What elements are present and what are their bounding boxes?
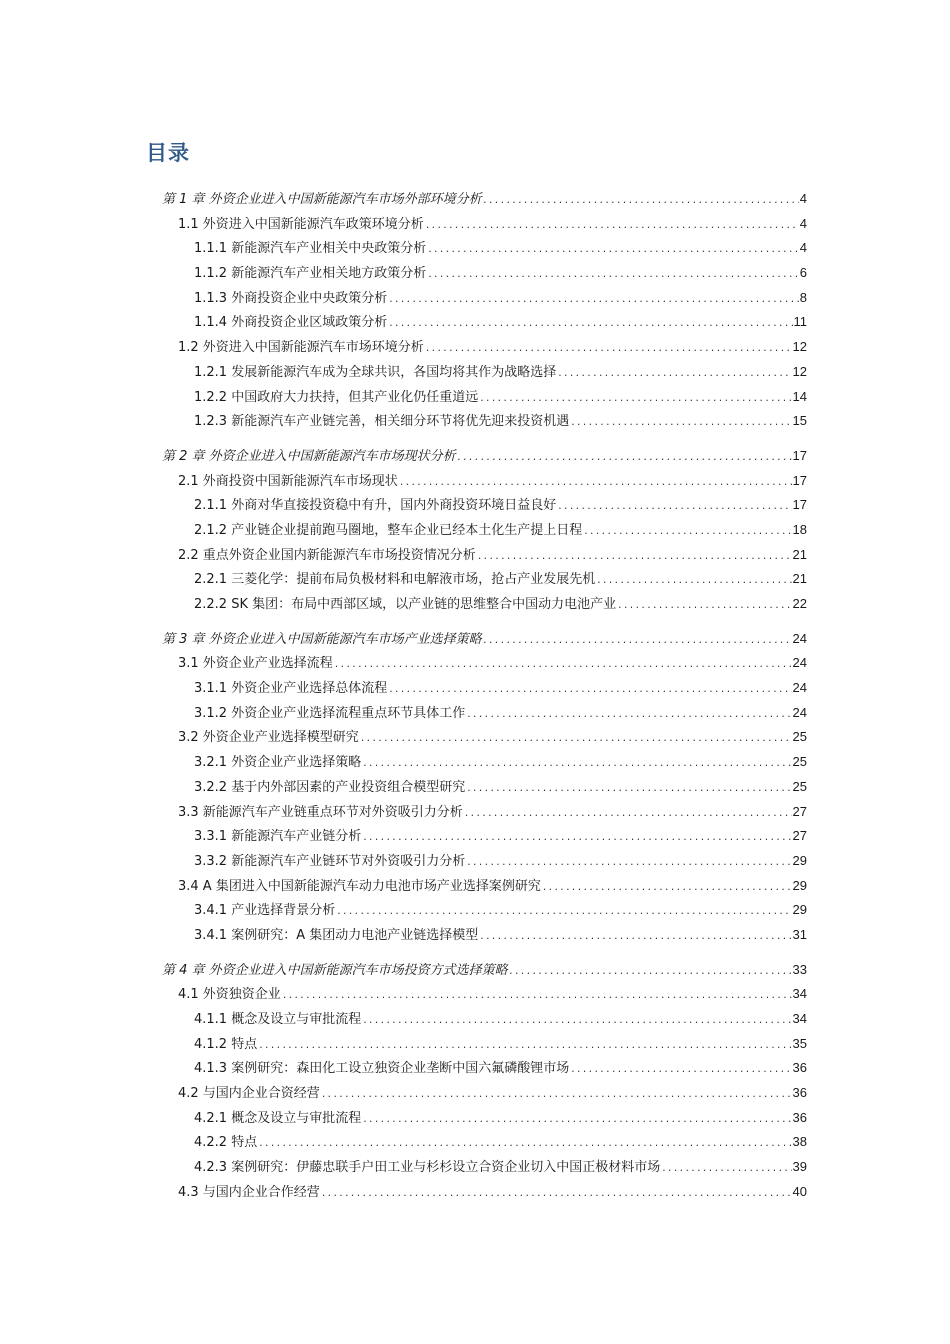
toc-entry-page-number: 29	[792, 902, 807, 918]
toc-entry-label: 4.1.1 概念及设立与审批流程	[194, 1012, 362, 1027]
toc-dot-leader	[479, 387, 791, 412]
toc-subsection-entry[interactable]	[162, 592, 807, 617]
toc-dot-leader	[360, 727, 792, 752]
toc-dot-leader	[557, 495, 791, 520]
toc-entry-label: 4.1.3 案例研究：森田化工设立独资企业垄断中国六氟磷酸锂市场	[194, 1061, 570, 1077]
toc-subsection-entry[interactable]	[162, 493, 807, 518]
toc-entry-page-number: 27	[792, 828, 807, 844]
toc-dot-leader	[399, 471, 792, 496]
toc-dot-leader	[464, 802, 792, 827]
toc-entry-page-number: 40	[792, 1183, 807, 1199]
toc-entry-page-number: 4	[799, 240, 807, 256]
toc-entry-page-number: 25	[792, 729, 807, 745]
toc-entry-page-number: 11	[793, 314, 807, 330]
toc-entry-label: 2.2.1 三菱化学：提前布局负极材料和电解液市场，抢占产业发展先机	[194, 572, 596, 588]
toc-subsection-entry[interactable]	[162, 849, 807, 874]
toc-subsection-entry[interactable]	[162, 1106, 807, 1131]
toc-subsection-entry[interactable]	[162, 824, 807, 849]
toc-entry-page-number: 24	[792, 680, 807, 696]
toc-entry-label: 1.1.3 外商投资企业中央政策分析	[194, 290, 388, 306]
toc-entry-label: 3.4 A 集团进入中国新能源汽车动力电池市场产业选择案例研究	[178, 878, 541, 894]
toc-entry-page-number: 24	[792, 655, 807, 671]
toc-entry-page-number: 4	[799, 215, 807, 231]
toc-dot-leader	[321, 1182, 792, 1207]
toc-section-entry[interactable]	[162, 800, 807, 825]
toc-dot-leader	[570, 1058, 791, 1083]
toc-entry-page-number: 22	[792, 596, 807, 611]
toc-entry-page-number: 34	[792, 986, 807, 1002]
toc-section-entry[interactable]	[162, 874, 807, 899]
toc-dot-leader	[362, 1009, 791, 1034]
toc-entry-page-number: 39	[792, 1159, 807, 1175]
toc-chapter-entry[interactable]	[162, 958, 807, 983]
toc-chapter-entry[interactable]	[162, 187, 807, 212]
toc-dot-leader	[388, 678, 791, 703]
toc-entry-label: 2.1.1 外商对华直接投资稳中有升，国内外商投资环境日益良好	[194, 498, 557, 514]
toc-entry-label: 3.1.1 外资企业产业选择总体流程	[194, 681, 388, 697]
toc-subsection-entry[interactable]	[162, 676, 807, 701]
toc-subsection-entry[interactable]	[162, 310, 807, 335]
toc-subsection-entry[interactable]	[162, 1130, 807, 1155]
toc-entry-page-number: 36	[792, 1085, 807, 1101]
toc-entry-page-number: 33	[792, 961, 807, 977]
toc-entry-label: 第 4 章 外资企业进入中国新能源汽车市场投资方式选择策略	[162, 962, 508, 978]
toc-subsection-entry[interactable]	[162, 1056, 807, 1081]
toc-entry-page-number: 29	[792, 877, 807, 893]
toc-entry-label: 3.1 外资企业产业选择流程	[178, 656, 333, 672]
toc-dot-leader	[570, 411, 791, 436]
toc-dot-leader	[483, 629, 792, 654]
toc-entry-page-number: 12	[792, 363, 807, 379]
toc-entry-page-number: 14	[792, 388, 807, 404]
toc-dot-leader	[596, 569, 791, 594]
toc-entry-label: 1.1.2 新能源汽车产业相关地方政策分析	[194, 266, 427, 282]
toc-entry-page-number: 18	[792, 521, 807, 537]
toc-entry-label: 3.4.1 产业选择背景分析	[194, 903, 336, 919]
toc-subsection-entry[interactable]	[162, 750, 807, 775]
toc-dot-leader	[425, 337, 792, 362]
toc-entry-label: 1.1.4 外商投资企业区域政策分析	[194, 315, 388, 331]
toc-entry-label: 3.3.1 新能源汽车产业链分析	[194, 829, 362, 845]
toc-entry-page-number: 25	[792, 778, 807, 794]
toc-entry-label: 4.2.1 概念及设立与审批流程	[194, 1110, 362, 1126]
toc-entry-label: 4.3 与国内企业合作经营	[178, 1184, 320, 1200]
toc-dot-leader	[466, 777, 791, 802]
toc-subsection-entry[interactable]	[162, 236, 807, 261]
toc-entry-page-number: 25	[792, 754, 807, 770]
toc-entry-label: 2.1 外商投资中国新能源汽车市场现状	[178, 473, 398, 489]
toc-dot-leader	[336, 900, 791, 925]
toc-entry-page-number: 31	[792, 926, 807, 942]
toc-dot-leader	[617, 594, 791, 619]
toc-entry-page-number: 15	[792, 413, 807, 429]
toc-entry-label: 1.1.1 新能源汽车产业相关中央政策分析	[194, 241, 427, 257]
toc-section-entry[interactable]	[162, 1180, 807, 1205]
toc-dot-leader	[542, 876, 792, 901]
toc-entry-page-number: 8	[799, 289, 807, 305]
toc-dot-leader	[583, 520, 791, 545]
toc-entry-page-number: 24	[792, 630, 807, 646]
toc-chapter-entry[interactable]	[162, 444, 807, 469]
toc-entry-label: 3.3 新能源汽车产业链重点环节对外资吸引力分析	[178, 804, 463, 820]
toc-dot-leader	[466, 703, 791, 728]
toc-dot-leader	[466, 851, 791, 876]
toc-entry-page-number: 17	[792, 447, 807, 463]
toc-title: 目录	[146, 141, 190, 165]
toc-entry-page-number: 24	[792, 704, 807, 720]
toc-subsection-entry[interactable]	[162, 286, 807, 311]
toc-dot-leader	[457, 446, 792, 471]
toc-dot-leader	[425, 214, 799, 239]
toc-subsection-entry[interactable]	[162, 923, 807, 948]
toc-dot-leader	[477, 545, 792, 570]
toc-chapter-entry[interactable]	[162, 627, 807, 652]
toc-section-entry[interactable]	[162, 543, 807, 568]
toc-entry-label: 4.2 与国内企业合资经营	[178, 1086, 320, 1102]
table-of-contents	[162, 187, 807, 1205]
toc-dot-leader	[509, 960, 792, 985]
toc-section-entry[interactable]	[162, 212, 807, 237]
toc-dot-leader	[362, 826, 791, 851]
toc-dot-leader	[362, 1108, 791, 1133]
toc-entry-label: 1.2.3 新能源汽车产业链完善，相关细分环节将优先迎来投资机遇	[194, 414, 570, 430]
toc-entry-label: 2.2.2 SK 集团：布局中西部区域，以产业链的思维整合中国动力电池产业	[194, 597, 617, 612]
toc-dot-leader	[483, 189, 799, 214]
toc-dot-leader	[388, 312, 792, 337]
toc-subsection-entry[interactable]	[162, 261, 807, 286]
toc-entry-page-number: 38	[792, 1134, 807, 1150]
toc-dot-leader	[388, 288, 799, 313]
toc-entry-page-number: 29	[792, 852, 807, 868]
toc-entry-label: 3.4.1 案例研究：A 集团动力电池产业链选择模型	[194, 927, 479, 943]
toc-entry-label: 1.1 外资进入中国新能源汽车政策环境分析	[178, 216, 424, 232]
toc-subsection-entry[interactable]	[162, 1155, 807, 1180]
toc-entry-label: 第 3 章 外资企业进入中国新能源汽车市场产业选择策略	[162, 631, 482, 647]
toc-entry-label: 2.2 重点外资企业国内新能源汽车市场投资情况分析	[178, 547, 476, 563]
toc-section-entry[interactable]	[162, 1081, 807, 1106]
toc-entry-label: 3.2 外资企业产业选择模型研究	[178, 730, 359, 746]
toc-dot-leader	[427, 263, 799, 288]
toc-section-entry[interactable]	[162, 335, 807, 360]
toc-dot-leader	[334, 653, 792, 678]
toc-dot-leader	[479, 925, 791, 950]
toc-dot-leader	[321, 1083, 792, 1108]
toc-entry-label: 1.2 外资进入中国新能源汽车市场环境分析	[178, 340, 424, 356]
toc-subsection-entry[interactable]	[162, 775, 807, 800]
toc-entry-page-number: 34	[792, 1011, 807, 1026]
toc-section-entry[interactable]	[162, 982, 807, 1007]
toc-entry-page-number: 21	[792, 546, 807, 562]
toc-dot-leader	[362, 752, 791, 777]
toc-subsection-entry[interactable]	[162, 701, 807, 726]
toc-entry-label: 1.2.2 中国政府大力扶持，但其产业化仍任重道远	[194, 389, 479, 405]
toc-subsection-entry[interactable]	[162, 1007, 807, 1032]
toc-dot-leader	[557, 362, 791, 387]
toc-entry-label: 4.2.2 特点	[194, 1135, 258, 1151]
toc-entry-label: 4.1.2 特点	[194, 1036, 258, 1052]
toc-entry-page-number: 27	[792, 803, 807, 819]
toc-entry-label: 4.2.3 案例研究：伊藤忠联手户田工业与杉杉设立合资企业切入中国正极材料市场	[194, 1160, 661, 1176]
toc-dot-leader	[661, 1157, 791, 1182]
toc-subsection-entry[interactable]	[162, 1032, 807, 1057]
toc-section-entry[interactable]	[162, 651, 807, 676]
toc-entry-page-number: 17	[792, 472, 807, 488]
toc-dot-leader	[427, 238, 799, 263]
toc-entry-label: 第 2 章 外资企业进入中国新能源汽车市场现状分析	[162, 448, 456, 464]
toc-entry-page-number: 36	[792, 1109, 807, 1125]
toc-subsection-entry[interactable]	[162, 518, 807, 543]
toc-entry-page-number: 17	[792, 497, 807, 513]
toc-subsection-entry[interactable]	[162, 385, 807, 410]
toc-entry-page-number: 36	[792, 1060, 807, 1076]
toc-entry-label: 2.1.2 产业链企业提前跑马圈地，整车企业已经本土化生产提上日程	[194, 522, 583, 538]
toc-entry-page-number: 6	[799, 265, 807, 281]
toc-entry-label: 1.2.1 发展新能源汽车成为全球共识，各国均将其作为战略选择	[194, 364, 557, 380]
toc-entry-label: 4.1 外资独资企业	[178, 987, 281, 1003]
toc-subsection-entry[interactable]	[162, 360, 807, 385]
toc-entry-label: 3.2.1 外资企业产业选择策略	[194, 755, 362, 771]
toc-dot-leader	[258, 1132, 791, 1157]
toc-entry-page-number: 35	[792, 1035, 807, 1051]
toc-entry-page-number: 21	[792, 571, 807, 587]
toc-subsection-entry[interactable]	[162, 898, 807, 923]
toc-entry-page-number: 4	[799, 191, 807, 206]
toc-dot-leader	[258, 1034, 791, 1059]
toc-section-entry[interactable]	[162, 725, 807, 750]
toc-dot-leader	[282, 984, 792, 1009]
toc-subsection-entry[interactable]	[162, 567, 807, 592]
toc-entry-label: 3.1.2 外资企业产业选择流程重点环节具体工作	[194, 705, 466, 721]
toc-entry-page-number: 12	[792, 339, 807, 355]
toc-entry-label: 3.2.2 基于内外部因素的产业投资组合模型研究	[194, 779, 466, 795]
toc-entry-label: 第 1 章 外资企业进入中国新能源汽车市场外部环境分析	[162, 192, 482, 207]
toc-entry-label: 3.3.2 新能源汽车产业链环节对外资吸引力分析	[194, 853, 466, 869]
toc-section-entry[interactable]	[162, 469, 807, 494]
toc-subsection-entry[interactable]	[162, 409, 807, 434]
